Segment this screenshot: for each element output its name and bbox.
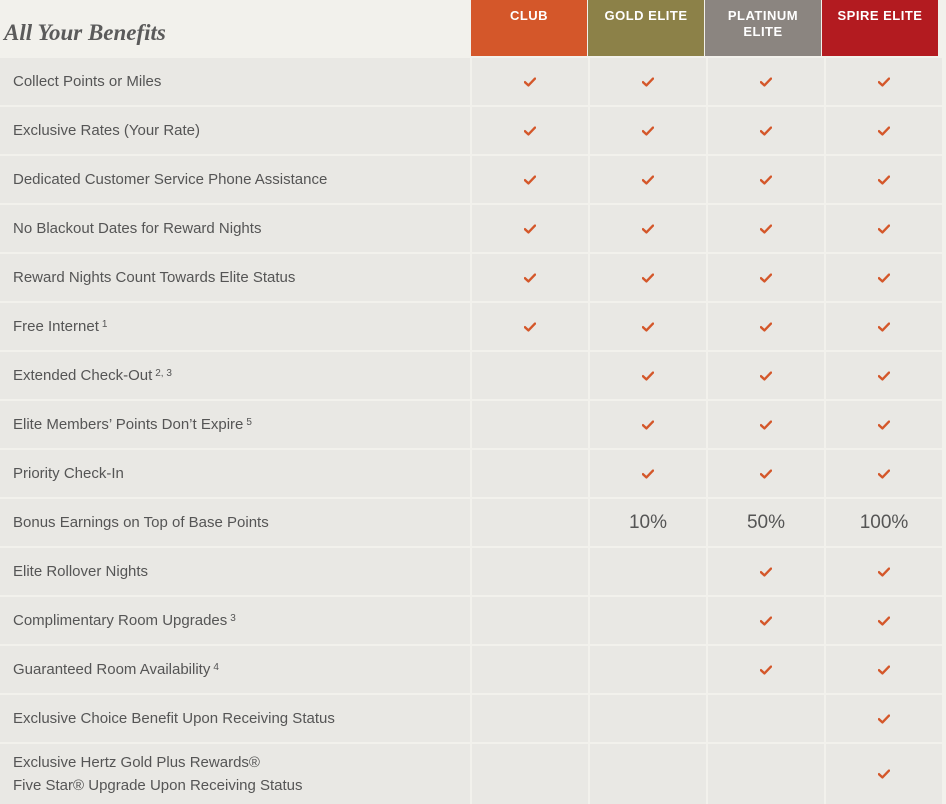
- cell-spire-elite: [826, 646, 942, 693]
- cell-club: [472, 303, 588, 350]
- table-row: [0, 401, 946, 448]
- benefit-label: [0, 156, 470, 203]
- cell-club: [472, 597, 588, 644]
- benefit-label: [0, 499, 470, 546]
- cell-gold-elite: [590, 646, 706, 693]
- checkmark-icon: [760, 420, 772, 430]
- benefit-label: [0, 58, 470, 105]
- cell-gold-elite: [590, 499, 706, 546]
- table-row: [0, 597, 946, 644]
- cell-spire-elite: [826, 205, 942, 252]
- cell-platinum-elite: [708, 548, 824, 595]
- checkmark-icon: [760, 616, 772, 626]
- checkmark-icon: [760, 126, 772, 136]
- checkmark-icon: [878, 224, 890, 234]
- cell-club: [472, 499, 588, 546]
- benefit-label-text: Exclusive Rates (Your Rate): [13, 122, 201, 139]
- table-row: [0, 156, 946, 203]
- checkmark-icon: [878, 420, 890, 430]
- benefit-label-text: Elite Members’ Points Don’t Expire: [13, 416, 244, 433]
- checkmark-icon: [878, 175, 890, 185]
- cell-gold-elite: [590, 744, 706, 804]
- cell-club: [472, 646, 588, 693]
- benefit-label-text: Guaranteed Room Availability: [13, 661, 211, 678]
- table-row: [0, 205, 946, 252]
- cell-platinum-elite: [708, 744, 824, 804]
- cell-gold-elite: [590, 254, 706, 301]
- benefit-label: [0, 450, 470, 497]
- footnote-marker: 3: [230, 613, 236, 624]
- benefit-label: [0, 352, 470, 399]
- benefit-label: [0, 401, 470, 448]
- cell-spire-elite: [826, 58, 942, 105]
- cell-gold-elite: [590, 695, 706, 742]
- cell-gold-elite: [590, 156, 706, 203]
- table-row: [0, 303, 946, 350]
- cell-spire-elite: [826, 695, 942, 742]
- benefit-label-text: Free Internet: [13, 318, 99, 335]
- benefit-label-text: Complimentary Room Upgrades: [13, 612, 228, 629]
- checkmark-icon: [878, 714, 890, 724]
- cell-spire-elite: [826, 352, 942, 399]
- cell-club: [472, 744, 588, 804]
- checkmark-icon: [642, 175, 654, 185]
- checkmark-icon: [760, 224, 772, 234]
- tier-header-platinum-elite: PLATINUM ELITE: [705, 0, 821, 56]
- cell-spire-elite: [826, 156, 942, 203]
- checkmark-icon: [642, 273, 654, 283]
- cell-gold-elite: [590, 450, 706, 497]
- benefit-label: [0, 254, 470, 301]
- table-header: [0, 0, 946, 56]
- table-row: [0, 107, 946, 154]
- checkmark-icon: [760, 665, 772, 675]
- benefit-label: [0, 205, 470, 252]
- table-row: [0, 58, 946, 105]
- cell-platinum-elite: [708, 254, 824, 301]
- table-row: [0, 548, 946, 595]
- benefit-label-text: Priority Check-In: [13, 465, 124, 482]
- checkmark-icon: [524, 126, 536, 136]
- benefit-label-text: Reward Nights Count Towards Elite Status: [13, 269, 296, 286]
- cell-club: [472, 401, 588, 448]
- checkmark-icon: [760, 567, 772, 577]
- cell-club: [472, 695, 588, 742]
- checkmark-icon: [760, 77, 772, 87]
- cell-gold-elite: [590, 352, 706, 399]
- cell-platinum-elite: [708, 401, 824, 448]
- checkmark-icon: [878, 273, 890, 283]
- checkmark-icon: [878, 322, 890, 332]
- cell-spire-elite: [826, 450, 942, 497]
- cell-gold-elite: [590, 205, 706, 252]
- benefit-label: [0, 107, 470, 154]
- table-row: [0, 695, 946, 742]
- checkmark-icon: [878, 77, 890, 87]
- cell-club: [472, 58, 588, 105]
- cell-spire-elite: [826, 597, 942, 644]
- cell-gold-elite: [590, 548, 706, 595]
- cell-gold-elite: [590, 107, 706, 154]
- cell-platinum-elite: [708, 352, 824, 399]
- cell-platinum-elite: [708, 499, 824, 546]
- checkmark-icon: [760, 322, 772, 332]
- cell-spire-elite: [826, 303, 942, 350]
- table-row: [0, 499, 946, 546]
- benefit-label-text: Collect Points or Miles: [13, 73, 162, 90]
- benefit-label-text: Exclusive Choice Benefit Upon Receiving Status: [13, 710, 335, 727]
- bonus-percent: 10%: [628, 511, 668, 533]
- benefit-label-text: Extended Check-Out: [13, 367, 153, 384]
- cell-gold-elite: [590, 401, 706, 448]
- cell-club: [472, 548, 588, 595]
- checkmark-icon: [642, 322, 654, 332]
- checkmark-icon: [524, 77, 536, 87]
- checkmark-icon: [878, 769, 890, 779]
- cell-platinum-elite: [708, 597, 824, 644]
- cell-club: [472, 254, 588, 301]
- cell-club: [472, 450, 588, 497]
- footnote-marker: 4: [213, 662, 219, 673]
- footnote-marker: 2, 3: [155, 368, 172, 379]
- checkmark-icon: [878, 126, 890, 136]
- benefit-label: [0, 646, 470, 693]
- checkmark-icon: [760, 371, 772, 381]
- checkmark-icon: [878, 469, 890, 479]
- checkmark-icon: [642, 126, 654, 136]
- tier-header-club: CLUB: [471, 0, 587, 56]
- tier-header-spire-elite: SPIRE ELITE: [822, 0, 938, 56]
- bonus-percent: 100%: [859, 511, 909, 533]
- benefit-label: [0, 303, 470, 350]
- cell-platinum-elite: [708, 646, 824, 693]
- cell-club: [472, 205, 588, 252]
- checkmark-icon: [642, 469, 654, 479]
- benefit-label-text: Dedicated Customer Service Phone Assistance: [13, 171, 328, 188]
- benefit-label-text: Elite Rollover Nights: [13, 563, 149, 580]
- cell-gold-elite: [590, 597, 706, 644]
- cell-platinum-elite: [708, 695, 824, 742]
- checkmark-icon: [878, 665, 890, 675]
- footnote-marker: 1: [101, 319, 108, 330]
- checkmark-icon: [642, 77, 654, 87]
- benefit-label-text: Exclusive Hertz Gold Plus Rewards® Five Star® Upgrade Upon Receiving Status: [13, 754, 303, 794]
- checkmark-icon: [524, 273, 536, 283]
- benefits-table: [0, 58, 946, 804]
- checkmark-icon: [878, 371, 890, 381]
- cell-platinum-elite: [708, 450, 824, 497]
- checkmark-icon: [760, 273, 772, 283]
- checkmark-icon: [524, 175, 536, 185]
- cell-gold-elite: [590, 58, 706, 105]
- cell-platinum-elite: [708, 58, 824, 105]
- benefit-label-text: No Blackout Dates for Reward Nights: [13, 220, 262, 237]
- table-row: [0, 646, 946, 693]
- checkmark-icon: [524, 322, 536, 332]
- cell-spire-elite: [826, 499, 942, 546]
- cell-club: [472, 107, 588, 154]
- cell-gold-elite: [590, 303, 706, 350]
- checkmark-icon: [878, 567, 890, 577]
- footnote-marker: 5: [246, 417, 252, 428]
- cell-platinum-elite: [708, 205, 824, 252]
- cell-club: [472, 156, 588, 203]
- cell-club: [472, 352, 588, 399]
- cell-spire-elite: [826, 548, 942, 595]
- benefit-label: [0, 744, 470, 804]
- benefit-label: [0, 597, 470, 644]
- cell-spire-elite: [826, 401, 942, 448]
- checkmark-icon: [760, 175, 772, 185]
- cell-platinum-elite: [708, 107, 824, 154]
- benefit-label: [0, 695, 470, 742]
- cell-spire-elite: [826, 254, 942, 301]
- checkmark-icon: [642, 420, 654, 430]
- cell-platinum-elite: [708, 156, 824, 203]
- cell-spire-elite: [826, 744, 942, 804]
- checkmark-icon: [642, 371, 654, 381]
- bonus-percent: 50%: [746, 511, 786, 533]
- table-row: [0, 254, 946, 301]
- benefit-label-text: Bonus Earnings on Top of Base Points: [13, 514, 269, 531]
- table-row: [0, 450, 946, 497]
- tier-header-gold-elite: GOLD ELITE: [588, 0, 704, 56]
- table-row: [0, 352, 946, 399]
- checkmark-icon: [524, 224, 536, 234]
- checkmark-icon: [642, 224, 654, 234]
- cell-platinum-elite: [708, 303, 824, 350]
- checkmark-icon: [760, 469, 772, 479]
- table-row: [0, 744, 946, 804]
- cell-spire-elite: [826, 107, 942, 154]
- page-title: All Your Benefits: [0, 0, 470, 56]
- checkmark-icon: [878, 616, 890, 626]
- benefit-label: [0, 548, 470, 595]
